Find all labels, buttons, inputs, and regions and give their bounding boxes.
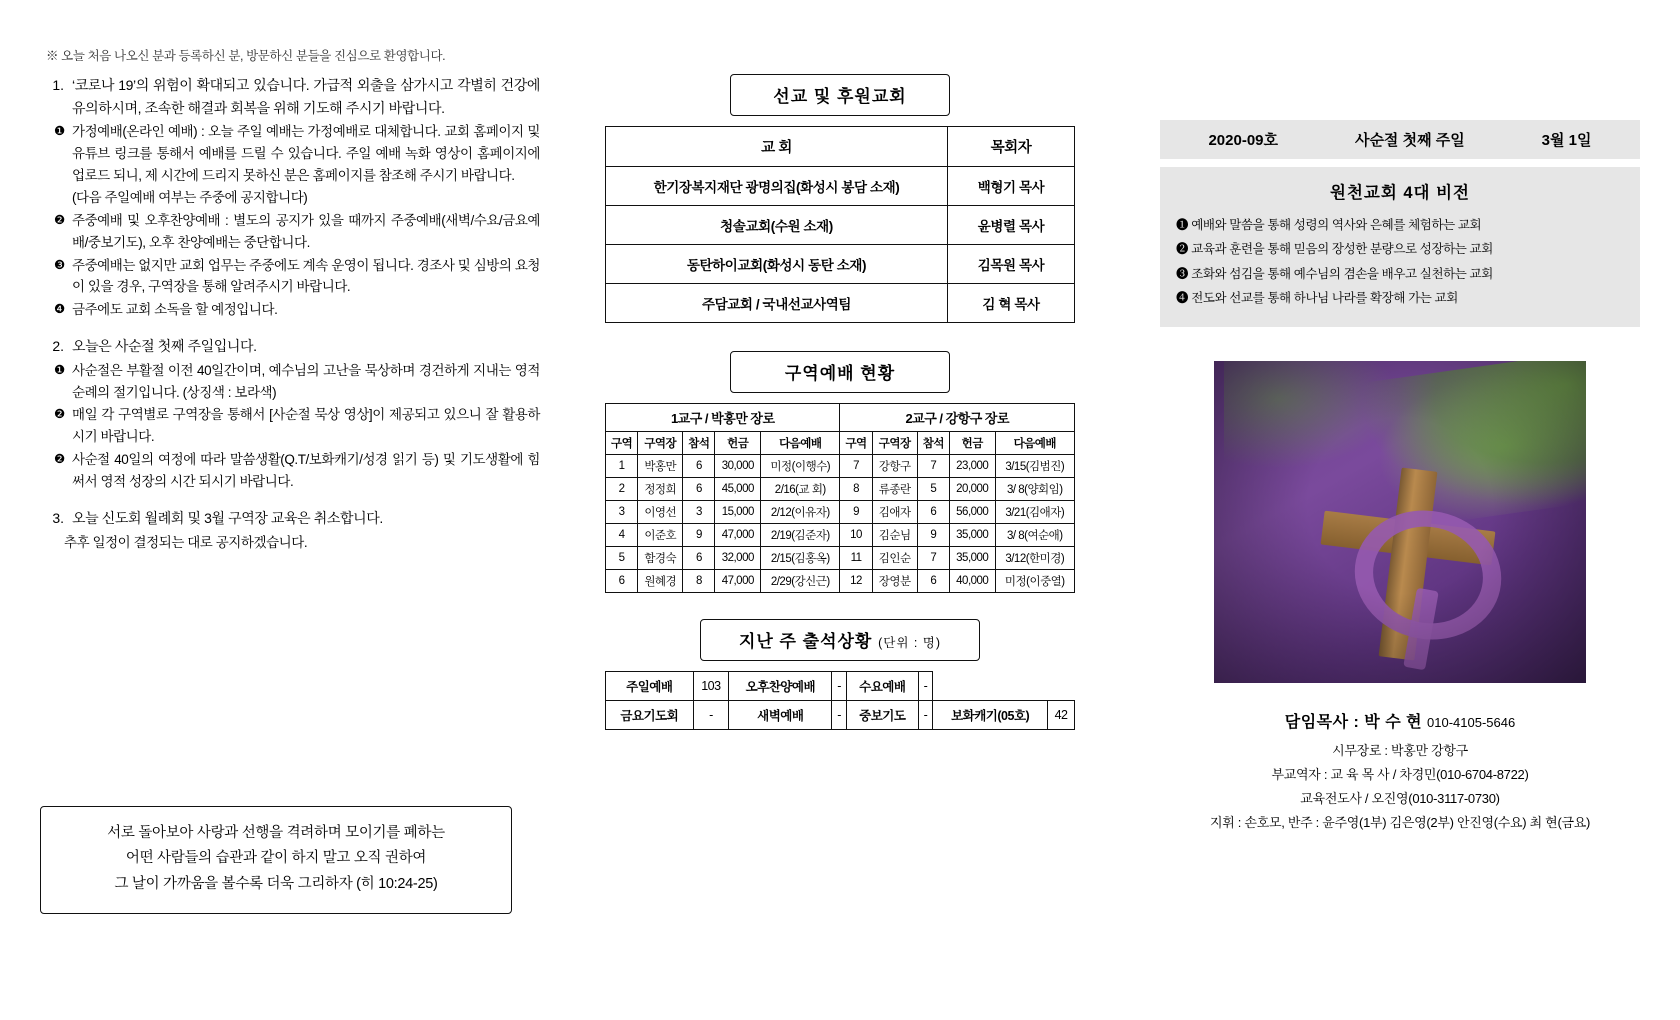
subitem-text: 가정예배(온라인 예배) : 오늘 주일 예배는 가정예배로 대체합니다. 교회 홈페이지 및 유튜브 링크를 통해서 예배를 드릴 수 있습니다. 주일 예배 녹화 영상이 홈페이지에 업로드 되니, 제 시간에 드리지 못하신 분은 홈페이지를 참조해 주시기 바랍니다. [72, 124, 540, 184]
col-offering-2: 헌금 [949, 432, 995, 455]
issue-number: 2020-09호 [1208, 132, 1279, 149]
elders-line: 시무장로 : 박홍만 강항구 [1332, 742, 1468, 758]
announcement-subitem [40, 255, 540, 299]
subitem-extra: (다음 주일예배 여부는 주중에 공지합니다) [72, 189, 308, 205]
subitem-marker: ❷ [54, 407, 66, 422]
vision-text: 교육과 훈련을 통해 믿음의 장성한 분량으로 성장하는 교회 [1191, 242, 1493, 257]
cell: 56,000 [949, 501, 995, 524]
table-row [606, 672, 1075, 701]
senior-pastor-phone: 010-4105-5646 [1427, 714, 1516, 730]
cell: 6 [917, 570, 949, 593]
mission-col-pastor: 목회자 [948, 127, 1075, 167]
announcement-item [40, 74, 540, 119]
issue-date: 3월 1일 [1541, 132, 1592, 149]
subitem-marker: ❷ [54, 452, 66, 467]
vision-text: 조화와 섬김을 통해 예수님의 겸손을 배우고 실천하는 교회 [1191, 266, 1493, 281]
cell: 3 [606, 501, 638, 524]
announcement-subitem [40, 121, 540, 187]
cell: 23,000 [949, 455, 995, 478]
col-next-1: 다음예배 [761, 432, 840, 455]
col-attend-1: 참석 [683, 432, 715, 455]
cell: 7 [917, 547, 949, 570]
verse-line-2: 어떤 사람들의 습관과 같이 하지 말고 오직 권하여 [125, 850, 427, 867]
col-leader-2: 구역장 [872, 432, 917, 455]
senior-pastor-line [1160, 709, 1640, 732]
cell: 10 [840, 524, 872, 547]
announcement-number: 3. [52, 509, 64, 526]
cell: 8 [840, 478, 872, 501]
mission-pastor: 백형기 목사 [948, 167, 1075, 206]
vision-text: 예배와 말씀을 통해 성령의 역사와 은혜를 체험하는 교회 [1191, 218, 1482, 232]
cell: 장영분 [872, 570, 917, 593]
cell: 47,000 [715, 524, 761, 547]
cell: 30,000 [715, 455, 761, 478]
district-section-title: 구역예배 현황 [730, 351, 950, 393]
season-label: 사순절 첫째 주일 [1354, 132, 1465, 149]
mission-church: 한기장복지재단 광명의집(화성시 봉담 소재) [606, 167, 948, 206]
cell: 2/16(교 회) [761, 478, 840, 501]
announcement-subitem [40, 299, 540, 321]
announcement-item [40, 335, 540, 358]
cell: 김애자 [872, 501, 917, 524]
district-group-2: 2교구 / 강항구 장로 [840, 404, 1075, 432]
announcement-number: 2. [52, 338, 64, 355]
mission-table [605, 126, 1075, 323]
subitem-marker: ❸ [54, 257, 66, 272]
subitem-marker: ❷ [54, 212, 66, 227]
cell: 12 [840, 570, 872, 593]
cell: 3/15(김범진) [995, 455, 1074, 478]
announcement-subitem [40, 449, 540, 493]
cross-photo [1214, 361, 1586, 683]
cell: 원혜경 [638, 570, 683, 593]
cell: 20,000 [949, 478, 995, 501]
cell: 5 [606, 547, 638, 570]
cell: 미정(이행수) [761, 455, 840, 478]
table-row [606, 478, 1075, 501]
col-leader-1: 구역장 [638, 432, 683, 455]
attendance-label: 중보기도 [846, 701, 918, 730]
announcement-item [40, 507, 540, 530]
cell: 박홍만 [638, 455, 683, 478]
announcement-extra: 추후 일정이 결정되는 대로 공지하겠습니다. [64, 534, 308, 550]
attendance-value: 42 [1048, 701, 1075, 730]
cell: 9 [683, 524, 715, 547]
vision-text: 전도와 선교를 통해 하나님 나라를 확장해 가는 교회 [1191, 291, 1458, 306]
col-attend-2: 참석 [917, 432, 949, 455]
mission-pastor: 김 혁 목사 [948, 284, 1075, 323]
cell: 9 [917, 524, 949, 547]
attendance-value: 103 [693, 672, 729, 701]
attendance-title-text: 지난 주 출석상황 [738, 632, 873, 651]
vision-marker: ❷ [1176, 242, 1189, 257]
welcome-note: ※ 오늘 처음 나오신 분과 등록하신 분, 방문하신 분들을 진심으로 환영합니다. [46, 49, 446, 63]
cell: 6 [917, 501, 949, 524]
photo-vignette [1214, 361, 1586, 683]
cell: 3/ 8(양회임) [995, 478, 1074, 501]
vision-item [1176, 262, 1624, 286]
cell: 1 [606, 455, 638, 478]
subitem-text: 사순절 40일의 여정에 따라 말씀생활(Q.T/보화캐기/성경 읽기 등) 및 기도생활에 힘써서 영적 성장의 시간 되시기 바랍니다. [72, 452, 540, 490]
col-district-1: 구역 [606, 432, 638, 455]
cell: 이준호 [638, 524, 683, 547]
cell: 45,000 [715, 478, 761, 501]
announcement-subitem [40, 360, 540, 404]
vision-item [1176, 237, 1624, 261]
vision-marker: ❶ [1176, 218, 1189, 232]
subitem-text: 사순절은 부활절 이전 40일간이며, 예수님의 고난을 묵상하며 경건하게 지내는 영적 순례의 절기입니다. (상징색 : 보라색) [72, 362, 540, 400]
attendance-label: 보화캐기(05호) [933, 701, 1048, 730]
attendance-label: 주일예배 [606, 672, 694, 701]
cell: 7 [840, 455, 872, 478]
cell: 정정희 [638, 478, 683, 501]
subitem-text: 주중예배는 없지만 교회 업무는 주중에도 계속 운영이 됩니다. 경조사 및 심방의 요청이 있을 경우, 구역장을 통해 알려주시기 바랍니다. [72, 257, 540, 295]
cell: 3/21(김애자) [995, 501, 1074, 524]
bible-verse-box [40, 806, 512, 914]
cell: 47,000 [715, 570, 761, 593]
attendance-value: - [918, 701, 932, 730]
cell: 2/15(김홍옥) [761, 547, 840, 570]
attendance-label: 금요기도회 [606, 701, 694, 730]
cell: 2/19(김준자) [761, 524, 840, 547]
announcement-subitem [40, 404, 540, 448]
cell: 이영선 [638, 501, 683, 524]
senior-pastor-label: 담임목사 : 박 수 현 [1284, 713, 1423, 731]
cell: 40,000 [949, 570, 995, 593]
cell: 11 [840, 547, 872, 570]
attendance-table [605, 671, 1075, 730]
subitem-text: 금주에도 교회 소독을 할 예정입니다. [72, 302, 278, 318]
cell: 9 [840, 501, 872, 524]
vision-marker: ❹ [1176, 291, 1189, 306]
table-row [606, 501, 1075, 524]
vision-title: 원천교회 4대 비전 [1330, 184, 1470, 202]
attendance-value: - [693, 701, 729, 730]
attendance-value: - [832, 672, 846, 701]
attendance-label: 오후찬양예배 [729, 672, 832, 701]
cell: 4 [606, 524, 638, 547]
vision-marker: ❸ [1176, 266, 1189, 281]
music-line: 지휘 : 손호모, 반주 : 윤주영(1부) 김은영(2부) 안진영(수요) 최 현(금요) [1209, 814, 1591, 830]
announcement-subitem [40, 210, 540, 254]
attendance-section-title [700, 619, 980, 661]
cell: 미정(이중열) [995, 570, 1074, 593]
table-row [606, 284, 1075, 323]
attendance-value: - [918, 672, 932, 701]
subitem-text: 주중예배 및 오후찬양예배 : 별도의 공지가 있을 때까지 주중예배(새벽/수요/금요예배/중보기도), 오후 찬양예배는 중단합니다. [72, 212, 540, 250]
cell: 류종란 [872, 478, 917, 501]
district-table-wrap [605, 403, 1075, 593]
table-row [606, 570, 1075, 593]
subitem-marker: ❶ [54, 362, 66, 377]
subitem-marker: ❶ [54, 124, 66, 139]
table-row [606, 206, 1075, 245]
vision-item [1176, 213, 1624, 237]
table-row [606, 455, 1075, 478]
col-offering-1: 헌금 [715, 432, 761, 455]
mission-church: 동탄하이교회(화성시 동탄 소재) [606, 245, 948, 284]
table-row [606, 245, 1075, 284]
cell: 3/12(한미경) [995, 547, 1074, 570]
masthead-column [1160, 120, 1640, 835]
attendance-value: - [832, 701, 846, 730]
cell: 15,000 [715, 501, 761, 524]
mission-church: 청솔교회(수원 소재) [606, 206, 948, 245]
announcement-text: ‘코로나 19’의 위험이 확대되고 있습니다. 가급적 외출을 삼가시고 각별히 건강에 유의하시며, 조속한 해결과 회복을 위해 기도해 주시기 바랍니다. [72, 77, 540, 116]
mission-church: 주담교회 / 국내선교사역팀 [606, 284, 948, 323]
cell: 3 [683, 501, 715, 524]
cell: 3/ 8(여순애) [995, 524, 1074, 547]
subitem-marker: ❹ [54, 302, 66, 317]
district-column-header-row [606, 432, 1075, 455]
district-group-1: 1교구 / 박홍만 장로 [606, 404, 840, 432]
table-row [606, 524, 1075, 547]
mission-col-church: 교 회 [606, 127, 948, 167]
cell: 8 [683, 570, 715, 593]
announcements-column [40, 46, 540, 553]
mission-pastor: 김목원 목사 [948, 245, 1075, 284]
cell: 6 [683, 547, 715, 570]
cell: 5 [917, 478, 949, 501]
table-row [606, 701, 1075, 730]
cell: 35,000 [949, 547, 995, 570]
verse-line-3: 그 날이 가까움을 볼수록 더욱 그리하자 (히 10:24-25) [114, 875, 438, 892]
cell: 6 [683, 455, 715, 478]
cell: 강항구 [872, 455, 917, 478]
cell: 2/29(강신근) [761, 570, 840, 593]
contact-block [1160, 709, 1640, 835]
vision-box [1160, 167, 1640, 327]
attendance-label: 새벽예배 [729, 701, 832, 730]
cell: 35,000 [949, 524, 995, 547]
table-row [606, 167, 1075, 206]
issue-banner [1160, 120, 1640, 159]
col-next-2: 다음예배 [995, 432, 1074, 455]
verse-line-1: 서로 돌아보아 사랑과 선행을 격려하며 모이기를 폐하는 [107, 825, 445, 841]
district-group-header-row [606, 404, 1075, 432]
table-header-row [606, 127, 1075, 167]
cell: 6 [683, 478, 715, 501]
tables-column [600, 74, 1080, 730]
staff-line-2: 교육전도사 / 오진영(010-3117-0730) [1300, 790, 1500, 806]
table-row [606, 547, 1075, 570]
cell: 2 [606, 478, 638, 501]
mission-pastor: 윤병렬 목사 [948, 206, 1075, 245]
district-table [605, 403, 1075, 593]
attendance-unit: (단위 : 명) [878, 636, 942, 650]
attendance-label: 수요예배 [846, 672, 918, 701]
vision-item [1176, 286, 1624, 310]
cell: 함경숙 [638, 547, 683, 570]
announcement-number: 1. [52, 77, 64, 93]
announcement-text: 오늘은 사순절 첫째 주일입니다. [72, 338, 257, 355]
cell: 6 [606, 570, 638, 593]
cell: 김인순 [872, 547, 917, 570]
mission-section-title: 선교 및 후원교회 [730, 74, 950, 116]
cell: 7 [917, 455, 949, 478]
staff-line-1: 부교역자 : 교 육 목 사 / 차경민(010-6704-8722) [1271, 766, 1529, 782]
cell: 2/12(이유자) [761, 501, 840, 524]
subitem-text: 매일 각 구역별로 구역장을 통해서 [사순절 묵상 영상]이 제공되고 있으니 잘 활용하시기 바랍니다. [72, 407, 540, 445]
cell: 32,000 [715, 547, 761, 570]
col-district-2: 구역 [840, 432, 872, 455]
cell: 김순님 [872, 524, 917, 547]
announcement-text: 오늘 신도회 월례회 및 3월 구역장 교육은 취소합니다. [72, 509, 383, 526]
